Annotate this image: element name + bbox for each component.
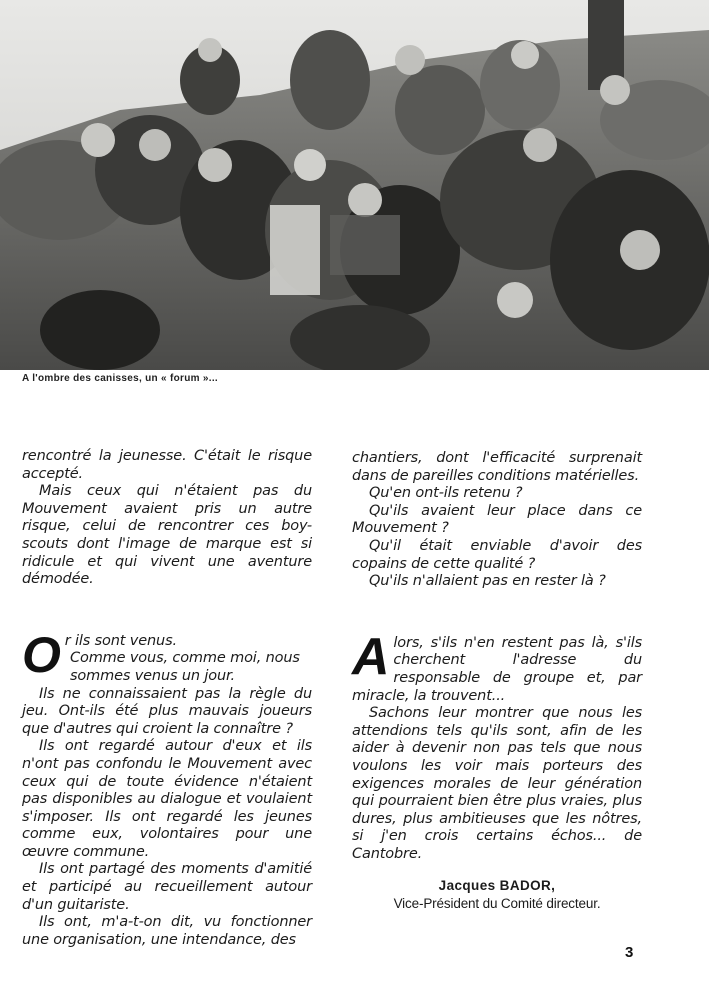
author-first-name: Jacques	[438, 878, 496, 894]
paragraph: Ils ont regardé autour d'eux et ils n'ont pas confondu le Mouvement avec ceux qui de toute évidence n'étaient pas disponibles au dialogue et voulaient s'imposer. Ils ont regardé les jeunes comme eux, volontaires pour une œuvre commune.	[22, 738, 312, 860]
paragraph: Ils ne connaissaient pas la règle du jeu. Ont-ils été plus mauvais joueurs que d'autres qui croient la connaître ?	[22, 685, 312, 737]
group-photo-image	[0, 0, 709, 370]
paragraph: Sachons leur montrer que nous les attendions tels qu'ils sont, afin de les aider à devenir non pas tels que nous voulons les voir mais porteurs des exigences morales de leur génération qui pourraient bien être plus vraies, plus dures, plus ambitieuses que les nôtres, si j'en crois certains échos... de Cantobre.	[352, 705, 642, 862]
group-photograph	[0, 0, 709, 370]
text-column-right	[352, 450, 642, 913]
author-title: Vice-Président du Comité directeur.	[393, 896, 601, 912]
paragraph: rencontré la jeunesse. C'était le risque accepté.	[22, 448, 312, 482]
paragraph: Mais ceux qui n'étaient pas du Mouvement avaient pris un autre risque, celui de rencontrer ces boy-scouts dont l'image de marque est si ridicule et qui vivent une aventure démodée.	[22, 483, 312, 588]
text-column-left	[22, 448, 312, 949]
paragraph: Qu'il était enviable d'avoir des copains de cette qualité ?	[352, 537, 642, 572]
paragraph: Qu'ils n'allaient pas en rester là ?	[369, 573, 606, 590]
section-or-ils-sont-venus	[22, 626, 312, 950]
paragraph: Qu'en ont-ils retenu ?	[369, 485, 523, 502]
photo-caption: A l'ombre des canisses, un « forum »...	[22, 373, 218, 384]
page-number: 3	[625, 944, 634, 961]
paragraph: Qu'ils avaient leur place dans ce Mouvement ?	[352, 502, 642, 537]
section-lead: lors, s'ils n'en restent pas là, s'ils cherchent l'adresse du responsable de groupe et, par miracle, la trouvent...	[352, 634, 642, 704]
paragraph: Ils ont, m'a-t-on dit, vu fonctionner une organisation, une intendance, des	[22, 914, 312, 948]
paragraph: Ils ont partagé des moments d'amitié et participé au recueillement autour d'un guitariste.	[22, 861, 312, 913]
author-last-name: BADOR,	[499, 878, 556, 894]
section-alors	[352, 627, 642, 864]
author-signature	[352, 877, 642, 913]
drop-cap: O	[22, 626, 61, 683]
author-name	[352, 877, 642, 895]
paragraph: chantiers, dont l'efficacité surprenait dans de pareilles conditions matérielles.	[352, 450, 642, 484]
section-lead: r ils sont venus.	[64, 632, 177, 649]
drop-cap: A	[352, 627, 390, 686]
paragraph: Comme vous, comme moi, nous sommes venus un jour.	[70, 650, 300, 684]
